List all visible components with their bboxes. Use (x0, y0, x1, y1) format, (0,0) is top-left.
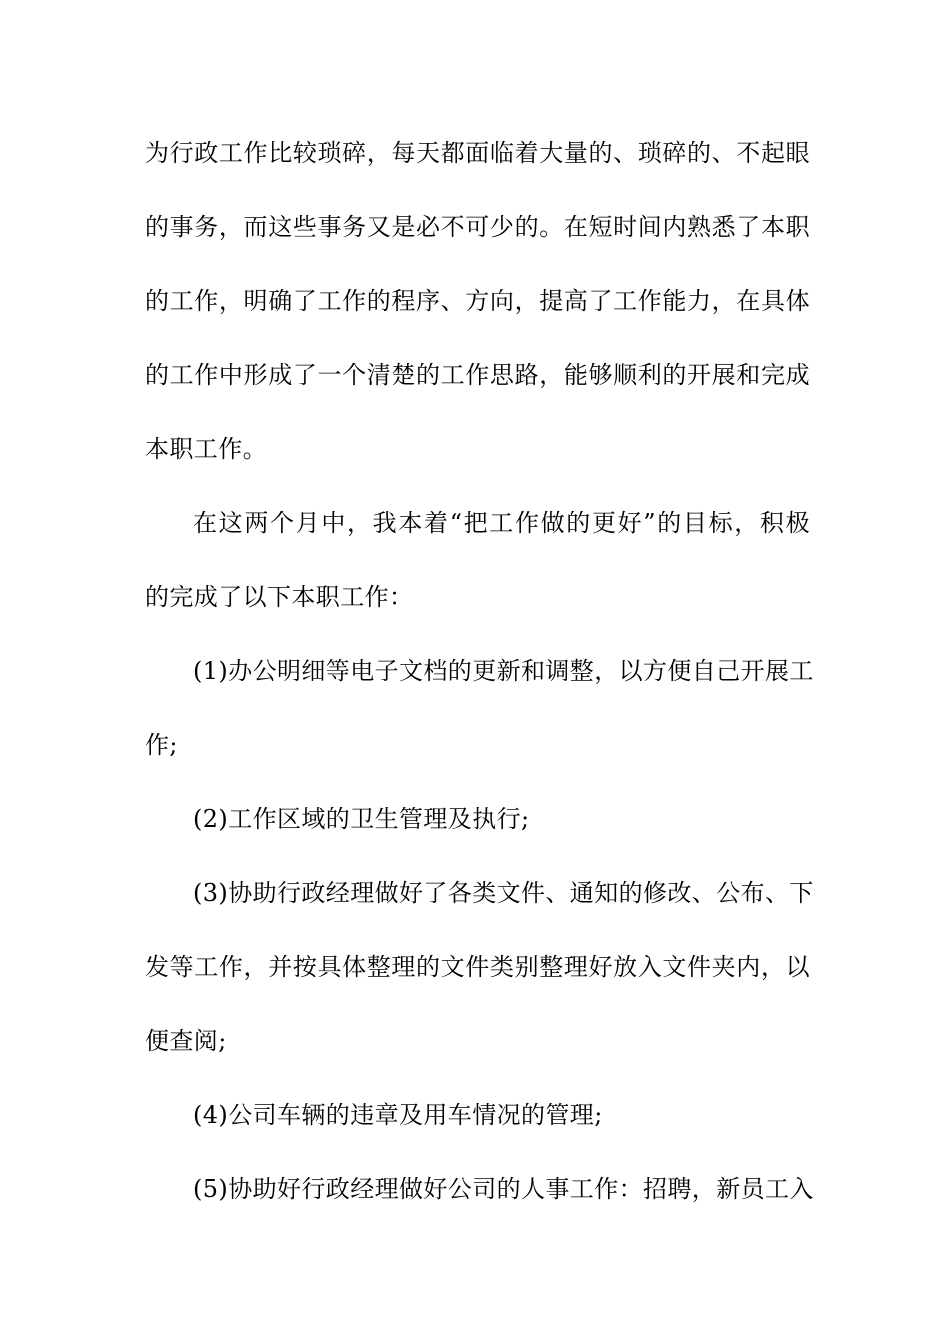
list-item-2: (2)工作区域的卫生管理及执行; (193, 805, 530, 833)
text-line: 为行政工作比较琐碎，每天都面临着大量的、琐碎的、不起眼 (145, 139, 810, 167)
text-line: 的工作中形成了一个清楚的工作思路，能够顺利的开展和完成 (145, 361, 810, 389)
text-line: 发等工作，并按具体整理的文件类别整理好放入文件夹内，以 (145, 953, 810, 981)
text-line: 本职工作。 (145, 435, 267, 463)
text-line: 的完成了以下本职工作： (145, 583, 414, 611)
paragraph-first-line: 在这两个月中，我本着“把工作做的更好”的目标，积极 (193, 509, 810, 537)
text-line: 的工作，明确了工作的程序、方向，提高了工作能力，在具体 (145, 287, 810, 315)
list-item-4: (4)公司车辆的违章及用车情况的管理; (193, 1101, 603, 1129)
list-item-1: (1)办公明细等电子文档的更新和调整，以方便自己开展工 (193, 657, 814, 685)
list-item-5: (5)协助好行政经理做好公司的人事工作：招聘，新员工入 (193, 1175, 814, 1203)
list-item-3: (3)协助行政经理做好了各类文件、通知的修改、公布、下 (193, 879, 814, 907)
text-line: 作; (145, 731, 178, 759)
text-line: 的事务，而这些事务又是必不可少的。在短时间内熟悉了本职 (145, 213, 810, 241)
text-line: 便查阅; (145, 1027, 227, 1055)
